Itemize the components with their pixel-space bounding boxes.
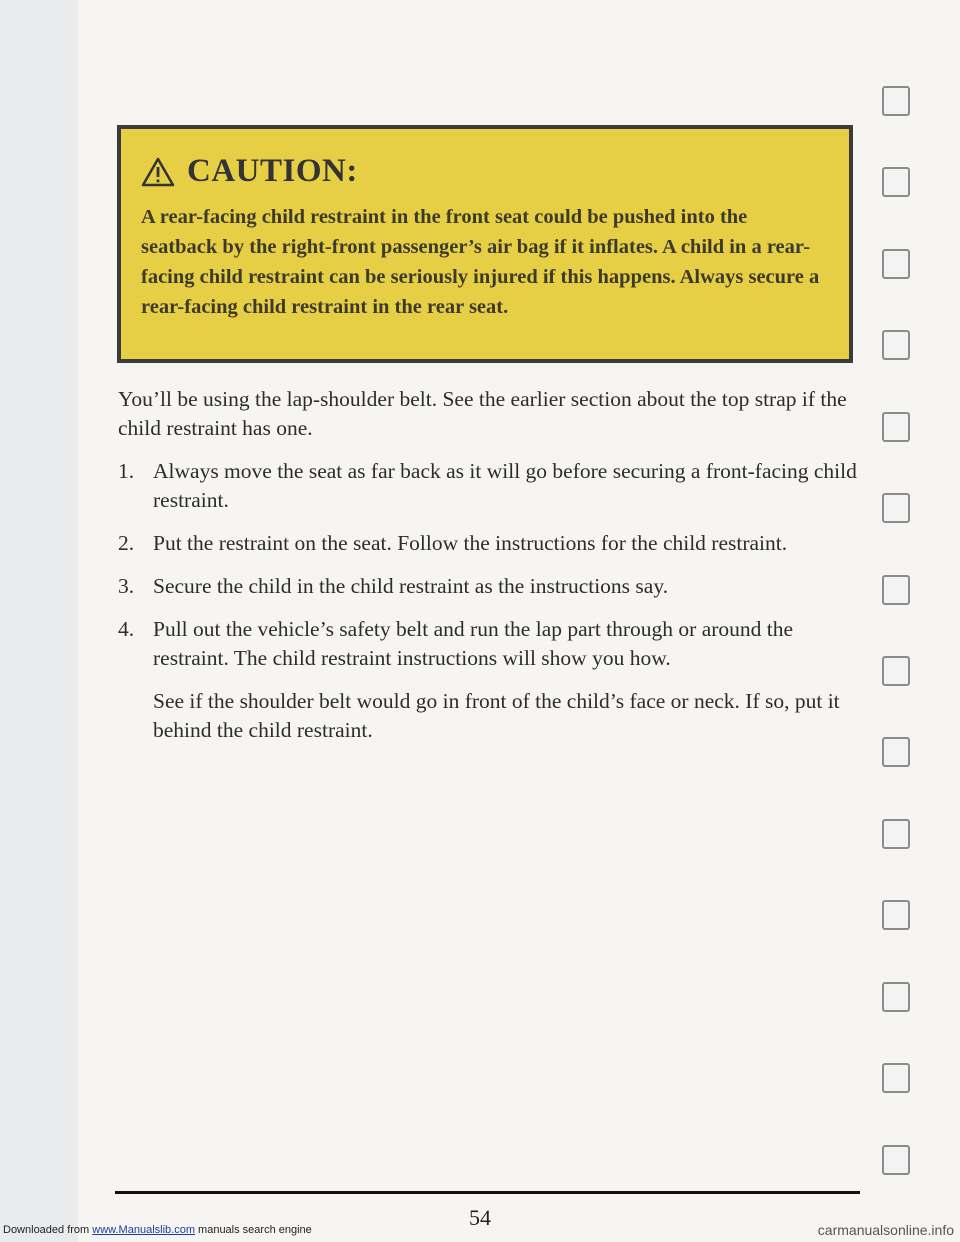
section-tab (882, 330, 910, 360)
step-text: Pull out the vehicle’s safety belt and run the lap part through or around the restraint. The child restraint instructions will show you how. (153, 617, 794, 670)
section-tab (882, 575, 910, 605)
warning-triangle-icon (141, 157, 175, 187)
step-text: Put the restraint on the seat. Follow the instructions for the child restraint. (153, 531, 788, 555)
footer-rule (115, 1191, 860, 1194)
caution-text: A rear-facing child restraint in the front seat could be pushed into the seatback by the right-front passenger’s air bag if it inflates. A child in a rear-facing child restraint can be seriously injured if this happens. Always secure a rear-facing child restraint in the rear seat. (141, 206, 820, 318)
section-tab (882, 493, 910, 523)
step-text: Always move the seat as far back as it will go before securing a front-facing child restraint. (153, 459, 857, 512)
step-item (118, 529, 858, 558)
section-tab (882, 167, 910, 197)
step-number: 2. (118, 531, 135, 555)
download-prefix: Downloaded from (3, 1224, 93, 1236)
section-tab (882, 1145, 910, 1175)
section-tab (882, 656, 910, 686)
section-tabs (868, 0, 960, 1242)
section-tab (882, 982, 910, 1012)
section-tab (882, 249, 910, 279)
site-watermark: carmanualsonline.info (817, 1222, 954, 1238)
step-number: 4. (118, 617, 135, 641)
left-margin-strip (0, 0, 78, 1242)
main-content (118, 385, 858, 745)
caution-box (117, 125, 853, 363)
step-number: 3. (118, 574, 135, 598)
step-item (118, 572, 858, 601)
step-item (118, 457, 858, 515)
download-notice (3, 1224, 312, 1236)
steps-list (118, 457, 858, 673)
download-suffix: manuals search engine (194, 1224, 312, 1236)
follow-up-paragraph: See if the shoulder belt would go in front of the child’s face or neck. If so, put it behind the child restraint. (153, 689, 840, 742)
manualslib-link[interactable]: www.Manualslib.com (92, 1224, 195, 1236)
section-tab (882, 1063, 910, 1093)
section-tab (882, 737, 910, 767)
intro-paragraph: You’ll be using the lap-shoulder belt. See the earlier section about the top strap if the child restraint has one. (118, 387, 847, 440)
section-tab (882, 819, 910, 849)
step-text: Secure the child in the child restraint as the instructions say. (153, 574, 669, 598)
step-item (118, 615, 858, 673)
section-tab (882, 86, 910, 116)
step-number: 1. (118, 459, 135, 483)
caution-title: CAUTION: (187, 153, 358, 189)
page-number: 54 (469, 1205, 491, 1230)
caution-header (141, 153, 827, 190)
section-tab (882, 412, 910, 442)
section-tab (882, 900, 910, 930)
